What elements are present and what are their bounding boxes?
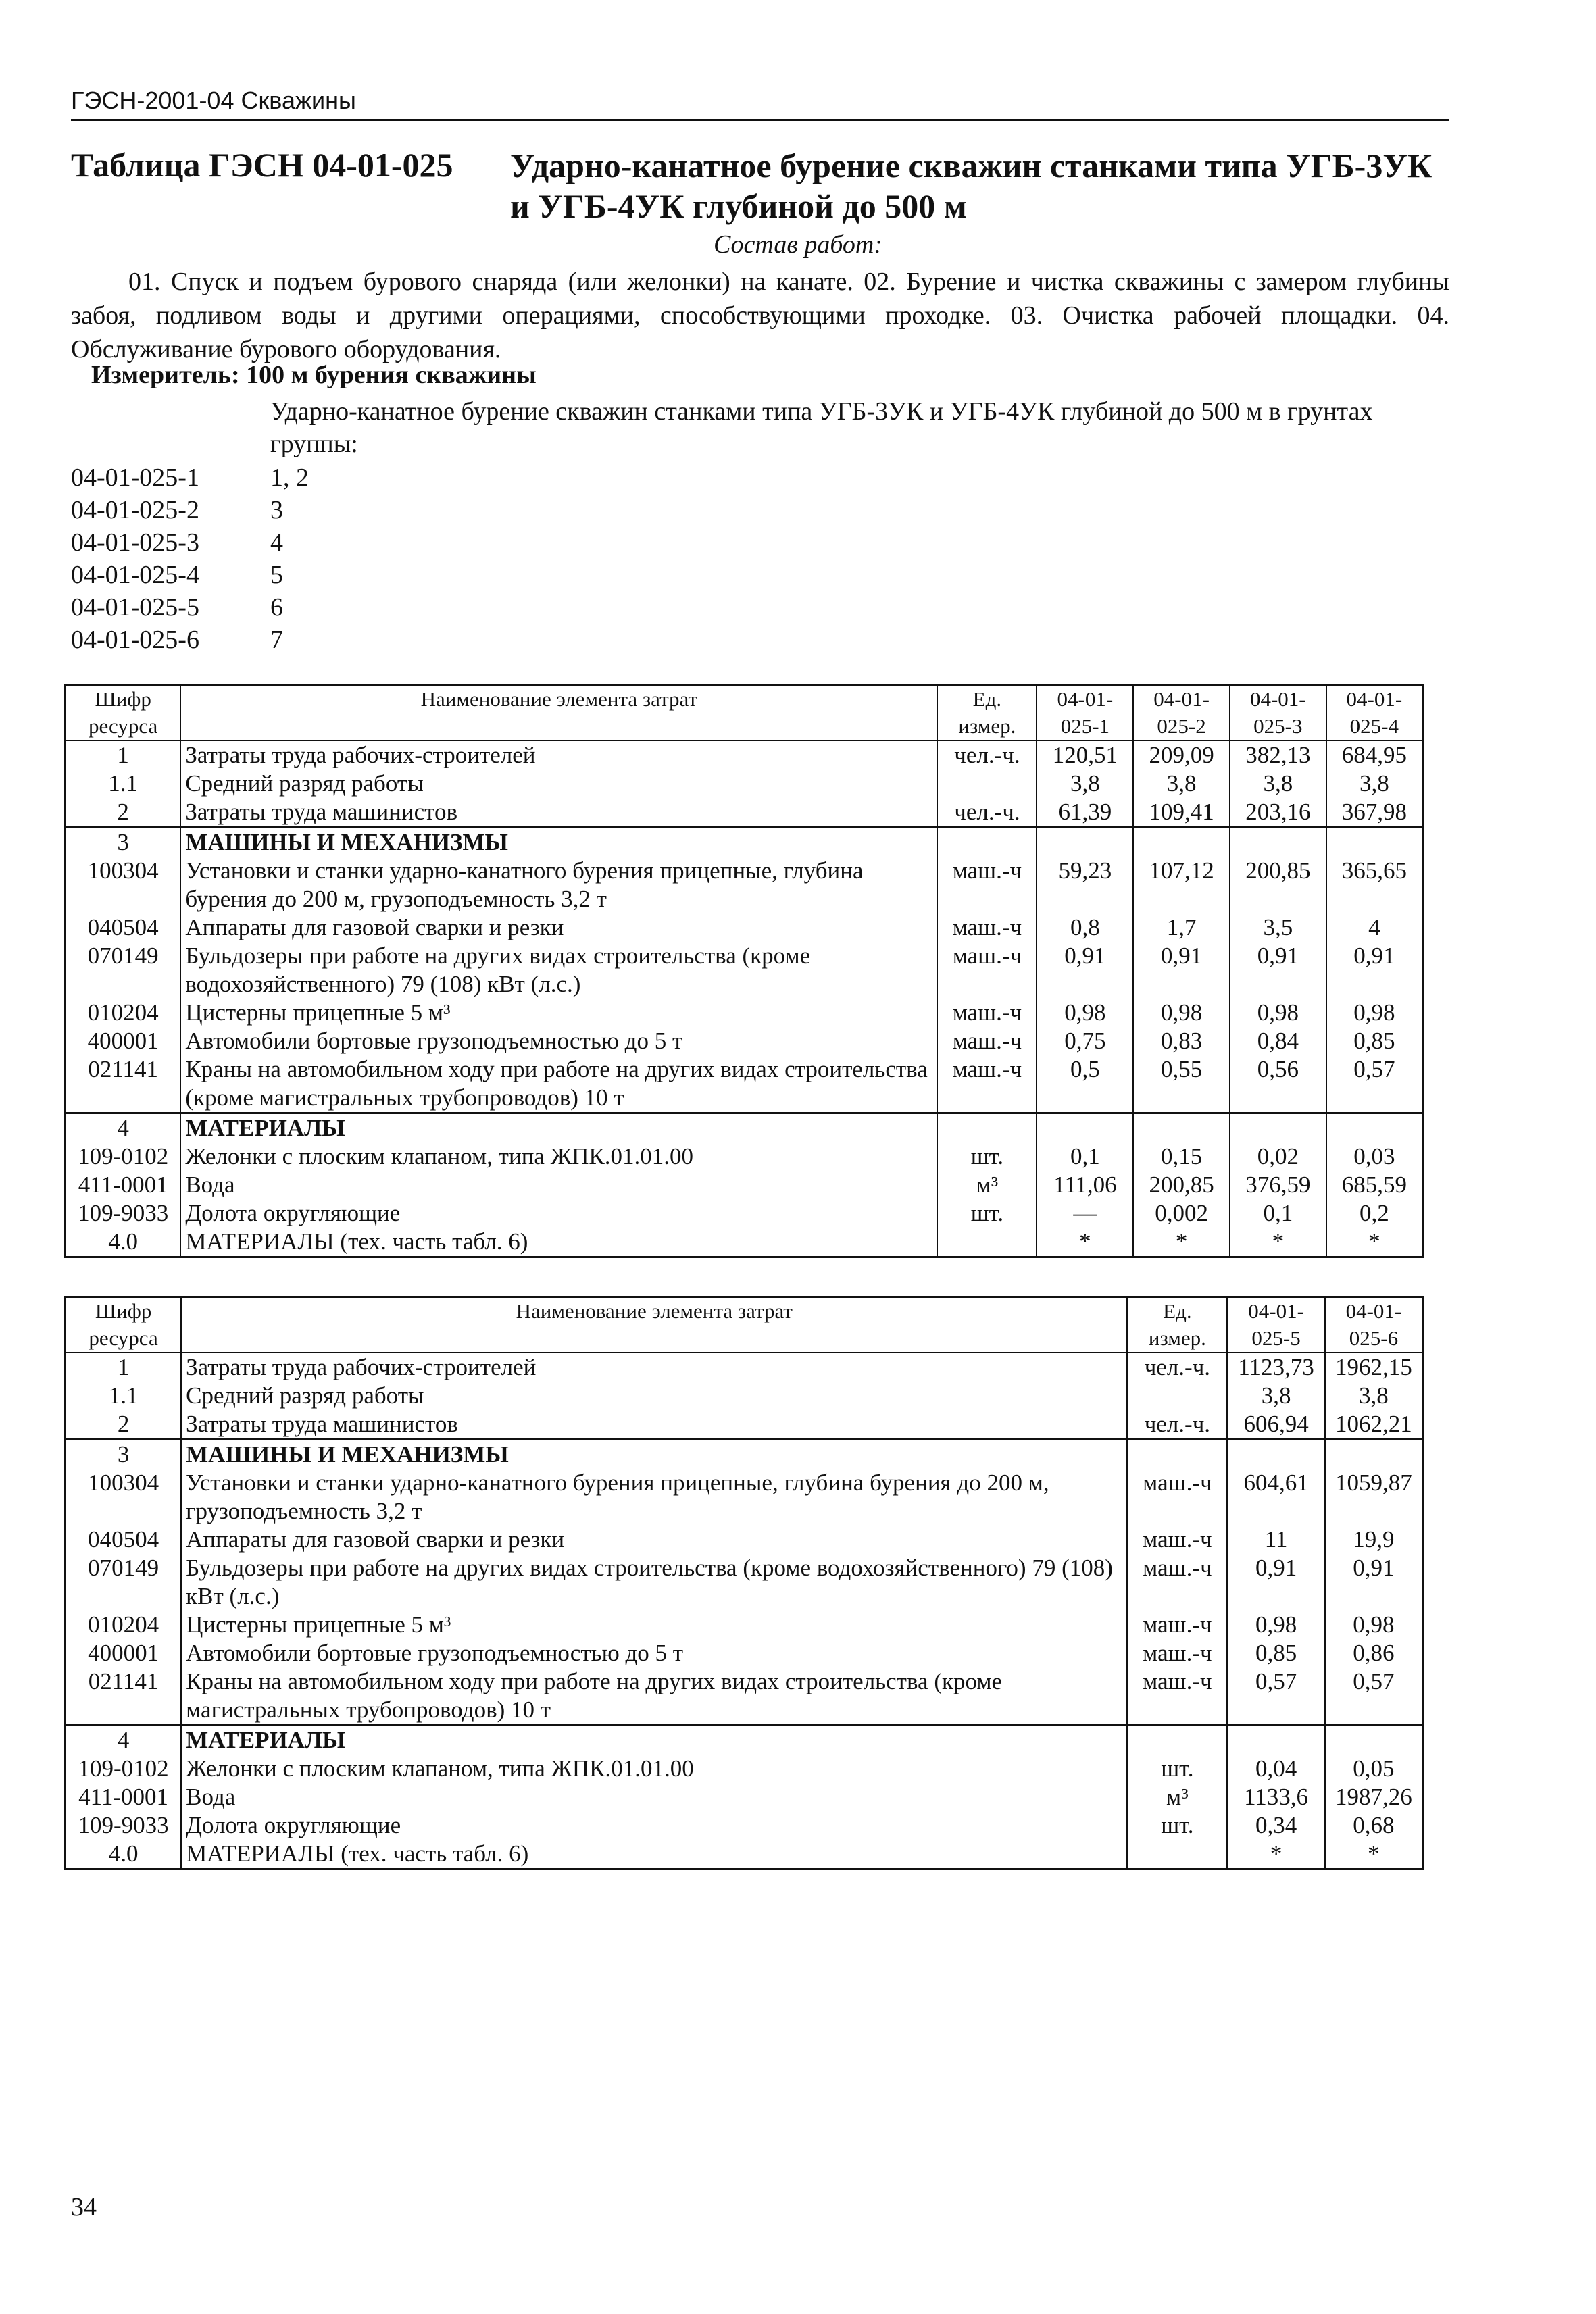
cost-element-name: Средний разряд работы	[180, 770, 937, 798]
unit-of-measure: м³	[937, 1171, 1037, 1199]
cost-element-name: Средний разряд работы	[181, 1382, 1127, 1410]
norm-value: 3,8	[1133, 770, 1230, 798]
norm-value	[1133, 1113, 1230, 1143]
norm-value: 111,06	[1037, 1171, 1133, 1199]
table-row	[66, 1554, 1423, 1611]
running-head: ГЭСН-2001-04 Скважины	[71, 86, 1449, 121]
cost-element-name: Затраты труда рабочих-строителей	[180, 740, 937, 770]
norm-value: 0,57	[1325, 1667, 1423, 1726]
unit-of-measure: маш.-ч	[937, 999, 1037, 1027]
table-code: Таблица ГЭСН 04-01-025	[71, 146, 453, 184]
norm-value: 0,57	[1326, 1055, 1423, 1113]
cost-element-name: Аппараты для газовой сварки и резки	[180, 913, 937, 942]
norm-value: 0,57	[1227, 1667, 1324, 1726]
header-code: Шифр ресурса	[66, 1297, 182, 1353]
header-norm-col: 04-01-025-1	[1037, 685, 1133, 741]
norm-value: 0,91	[1037, 942, 1133, 999]
header-name: Наименование элемента затрат	[181, 1297, 1127, 1353]
norm-value: 604,61	[1227, 1469, 1324, 1526]
norm-value	[1230, 1113, 1326, 1143]
table-row	[66, 1840, 1423, 1869]
section-row	[66, 1113, 1423, 1143]
unit-of-measure	[937, 770, 1037, 798]
norm-value: 0,91	[1326, 942, 1423, 999]
norm-value: 1123,73	[1227, 1353, 1324, 1382]
resource-code: 411-0001	[66, 1171, 181, 1199]
table-row	[66, 1228, 1423, 1257]
norm-value: 0,98	[1227, 1611, 1324, 1639]
unit-of-measure: шт.	[937, 1142, 1037, 1171]
resource-code: 400001	[66, 1639, 182, 1667]
norm-code: 04-01-025-5	[71, 593, 199, 622]
unit-of-measure	[1127, 1382, 1227, 1410]
cost-element-name: Затраты труда рабочих-строителей	[181, 1353, 1127, 1382]
norm-value	[1325, 1440, 1423, 1469]
soil-group: 5	[270, 561, 283, 589]
soil-group: 4	[270, 528, 283, 557]
table-row	[66, 1611, 1423, 1639]
table-row	[66, 1410, 1423, 1440]
cost-element-name: Установки и станки ударно-канатного бурения прицепные, глубина бурения до 200 м, грузоподъемность 3,2 т	[181, 1469, 1127, 1526]
norm-value: 0,83	[1133, 1027, 1230, 1055]
table-row	[66, 1382, 1423, 1410]
norm-value: 367,98	[1326, 798, 1423, 828]
unit-of-measure: маш.-ч	[937, 913, 1037, 942]
norm-value: 0,02	[1230, 1142, 1326, 1171]
header-unit: Ед. измер.	[1127, 1297, 1227, 1353]
norm-value: 1,7	[1133, 913, 1230, 942]
table-row	[66, 1526, 1423, 1554]
unit-of-measure	[1127, 1440, 1227, 1469]
table-row	[66, 1027, 1423, 1055]
norm-value: 200,85	[1133, 1171, 1230, 1199]
resource-code: 4	[66, 1113, 181, 1143]
resource-code: 411-0001	[66, 1783, 182, 1811]
resource-code: 400001	[66, 1027, 181, 1055]
table-row	[66, 1783, 1423, 1811]
unit-of-measure: маш.-ч	[1127, 1469, 1227, 1526]
norm-code: 04-01-025-6	[71, 626, 199, 654]
norm-value: 365,65	[1326, 857, 1423, 913]
norm-value	[1326, 828, 1423, 857]
cost-element-name: МАТЕРИАЛЫ	[180, 1113, 937, 1143]
norm-value: 685,59	[1326, 1171, 1423, 1199]
norm-value: 0,68	[1325, 1811, 1423, 1840]
norm-code: 04-01-025-1	[71, 463, 199, 492]
table-row	[66, 1353, 1423, 1382]
resource-code: 010204	[66, 1611, 182, 1639]
norm-value: 200,85	[1230, 857, 1326, 913]
table-row	[66, 999, 1423, 1027]
soil-group: 1, 2	[270, 463, 309, 492]
table-name: Ударно-канатное бурение скважин станками типа УГБ-3УК и УГБ-4УК глубиной до 500 м	[510, 147, 1432, 225]
resource-code: 109-0102	[66, 1142, 181, 1171]
norm-value: 0,98	[1230, 999, 1326, 1027]
cost-element-name: МАТЕРИАЛЫ (тех. часть табл. 6)	[181, 1840, 1127, 1869]
unit-of-measure: шт.	[937, 1199, 1037, 1228]
header-name: Наименование элемента затрат	[180, 685, 937, 741]
soil-group: 6	[270, 593, 283, 622]
norm-value	[1326, 1113, 1423, 1143]
unit-of-measure	[1127, 1726, 1227, 1755]
norm-value: 0,98	[1325, 1611, 1423, 1639]
norm-value: 19,9	[1325, 1526, 1423, 1554]
resource-code: 4.0	[66, 1228, 181, 1257]
table-row	[66, 1811, 1423, 1840]
norm-value: 3,5	[1230, 913, 1326, 942]
resource-code: 4.0	[66, 1840, 182, 1869]
norm-value: 0,85	[1326, 1027, 1423, 1055]
cost-element-name: Автомобили бортовые грузоподъемностью до 5 т	[181, 1639, 1127, 1667]
unit-of-measure: чел.-ч.	[937, 798, 1037, 828]
resource-code: 100304	[66, 857, 181, 913]
cost-element-name: Автомобили бортовые грузоподъемностью до 5 т	[180, 1027, 937, 1055]
table-row	[66, 740, 1423, 770]
cost-element-name: Затраты труда машинистов	[180, 798, 937, 828]
resource-code: 2	[66, 1410, 182, 1440]
cost-element-name: Вода	[180, 1171, 937, 1199]
norm-value: 376,59	[1230, 1171, 1326, 1199]
norm-value: 1062,21	[1325, 1410, 1423, 1440]
norm-value: 1059,87	[1325, 1469, 1423, 1526]
norm-code: 04-01-025-4	[71, 561, 199, 589]
norm-value: 11	[1227, 1526, 1324, 1554]
resource-code: 1.1	[66, 1382, 182, 1410]
table-row	[66, 798, 1423, 828]
header-norm-col: 04-01-025-5	[1227, 1297, 1324, 1353]
norm-value: 109,41	[1133, 798, 1230, 828]
cost-element-name: Желонки с плоским клапаном, типа ЖПК.01.01.00	[180, 1142, 937, 1171]
unit-of-measure: маш.-ч	[1127, 1639, 1227, 1667]
cost-element-name: Аппараты для газовой сварки и резки	[181, 1526, 1127, 1554]
resource-code: 070149	[66, 1554, 182, 1611]
cost-element-name: Долота округляющие	[181, 1811, 1127, 1840]
resource-code: 010204	[66, 999, 181, 1027]
resource-code: 1	[66, 1353, 182, 1382]
table-row	[66, 1055, 1423, 1113]
norm-code: 04-01-025-2	[71, 496, 199, 524]
section-row	[66, 1440, 1423, 1469]
norm-value: 0,91	[1325, 1554, 1423, 1611]
cost-element-name: Цистерны прицепные 5 м³	[180, 999, 937, 1027]
norm-value: 61,39	[1037, 798, 1133, 828]
norm-value: 59,23	[1037, 857, 1133, 913]
cost-element-name: Долота округляющие	[180, 1199, 937, 1228]
resource-code: 3	[66, 828, 181, 857]
resource-code: 4	[66, 1726, 182, 1755]
norm-value: 3,8	[1227, 1382, 1324, 1410]
header-norm-col: 04-01-025-3	[1230, 685, 1326, 741]
norm-value: 0,85	[1227, 1639, 1324, 1667]
unit-of-measure: м³	[1127, 1783, 1227, 1811]
norm-value: 0,05	[1325, 1755, 1423, 1783]
norm-value: 0,91	[1133, 942, 1230, 999]
unit-of-measure: маш.-ч	[1127, 1667, 1227, 1726]
norm-value: 0,04	[1227, 1755, 1324, 1783]
resource-code: 040504	[66, 913, 181, 942]
header-code: Шифр ресурса	[66, 685, 181, 741]
work-composition-text: 01. Спуск и подъем бурового снаряда (или желонки) на канате. 02. Бурение и чистка скважины с замером глубины забоя, подливом воды и другими операциями, способствующими проходке. 03. Очистка рабочей площадки. 04. Обслуживание бурового оборудования.	[71, 268, 1449, 363]
resource-code: 2	[66, 798, 181, 828]
cost-element-name: Желонки с плоским клапаном, типа ЖПК.01.01.00	[181, 1755, 1127, 1783]
unit-of-measure: маш.-ч	[937, 857, 1037, 913]
norm-value: 0,002	[1133, 1199, 1230, 1228]
unit-of-measure	[937, 1228, 1037, 1257]
resource-code: 040504	[66, 1526, 182, 1554]
section-row	[66, 828, 1423, 857]
table-row	[66, 1755, 1423, 1783]
resource-code: 021141	[66, 1055, 181, 1113]
table-row	[66, 1199, 1423, 1228]
norm-value: *	[1326, 1228, 1423, 1257]
norm-value: 0,03	[1326, 1142, 1423, 1171]
norm-value: *	[1133, 1228, 1230, 1257]
norm-value	[1133, 828, 1230, 857]
norm-value: 0,75	[1037, 1027, 1133, 1055]
table-row	[66, 942, 1423, 999]
unit-of-measure: маш.-ч	[937, 1027, 1037, 1055]
resource-code: 109-9033	[66, 1811, 182, 1840]
norm-value	[1037, 1113, 1133, 1143]
norm-value: 684,95	[1326, 740, 1423, 770]
resource-table-2	[64, 1296, 1424, 1870]
table-row	[66, 770, 1423, 798]
norm-value: 0,8	[1037, 913, 1133, 942]
table-row	[66, 913, 1423, 942]
norm-value: 0,55	[1133, 1055, 1230, 1113]
norm-value: 0,15	[1133, 1142, 1230, 1171]
norm-value: 0,91	[1230, 942, 1326, 999]
resource-code: 070149	[66, 942, 181, 999]
norm-value: 606,94	[1227, 1410, 1324, 1440]
unit-of-measure: маш.-ч	[1127, 1554, 1227, 1611]
header-norm-col: 04-01-025-4	[1326, 685, 1423, 741]
norm-value	[1325, 1726, 1423, 1755]
resource-table-1	[64, 684, 1424, 1258]
unit-of-measure: чел.-ч.	[1127, 1410, 1227, 1440]
cost-element-name: Краны на автомобильном ходу при работе на других видах строительства (кроме магистральных трубопроводов) 10 т	[180, 1055, 937, 1113]
header-norm-col: 04-01-025-2	[1133, 685, 1230, 741]
resource-code: 021141	[66, 1667, 182, 1726]
header-unit: Ед. измер.	[937, 685, 1037, 741]
cost-element-name: Краны на автомобильном ходу при работе на других видах строительства (кроме магистральных трубопроводов) 10 т	[181, 1667, 1127, 1726]
unit-of-measure	[1127, 1840, 1227, 1869]
table-row	[66, 1469, 1423, 1526]
cost-element-name: МАТЕРИАЛЫ (тех. часть табл. 6)	[180, 1228, 937, 1257]
resource-code: 100304	[66, 1469, 182, 1526]
cost-element-name: МАШИНЫ И МЕХАНИЗМЫ	[181, 1440, 1127, 1469]
norm-code: 04-01-025-3	[71, 528, 199, 557]
resource-code: 109-9033	[66, 1199, 181, 1228]
norm-value: *	[1230, 1228, 1326, 1257]
unit-of-measure: шт.	[1127, 1755, 1227, 1783]
norm-value: 0,98	[1133, 999, 1230, 1027]
unit-of-measure: шт.	[1127, 1811, 1227, 1840]
cost-element-name: Цистерны прицепные 5 м³	[181, 1611, 1127, 1639]
norm-value: *	[1037, 1228, 1133, 1257]
section-row	[66, 1726, 1423, 1755]
norm-value: 3,8	[1230, 770, 1326, 798]
norm-value: 0,1	[1230, 1199, 1326, 1228]
table-body	[66, 1353, 1423, 1869]
norm-value: 0,5	[1037, 1055, 1133, 1113]
cost-element-name: МАШИНЫ И МЕХАНИЗМЫ	[180, 828, 937, 857]
norm-value: 0,34	[1227, 1811, 1324, 1840]
norm-value: 1987,26	[1325, 1783, 1423, 1811]
norm-value: 0,2	[1326, 1199, 1423, 1228]
norm-value: 1962,15	[1325, 1353, 1423, 1382]
unit-of-measure: чел.-ч.	[1127, 1353, 1227, 1382]
norm-value: 0,1	[1037, 1142, 1133, 1171]
table-body	[66, 740, 1423, 1257]
norm-value: 0,98	[1326, 999, 1423, 1027]
norm-value	[1227, 1440, 1324, 1469]
table-row	[66, 1667, 1423, 1726]
unit-of-measure	[937, 828, 1037, 857]
unit-of-measure: маш.-ч	[937, 1055, 1037, 1113]
table-header-row	[66, 1297, 1423, 1353]
norm-value: 0,84	[1230, 1027, 1326, 1055]
unit-of-measure: чел.-ч.	[937, 740, 1037, 770]
unit-of-measure	[937, 1113, 1037, 1143]
cost-element-name: Бульдозеры при работе на других видах строительства (кроме водохозяйственного) 79 (108) кВт (л.с.)	[180, 942, 937, 999]
norm-value	[1230, 828, 1326, 857]
norm-value	[1227, 1726, 1324, 1755]
norm-value: 203,16	[1230, 798, 1326, 828]
norm-value: 0,98	[1037, 999, 1133, 1027]
resource-code: 3	[66, 1440, 182, 1469]
norm-value: 0,91	[1227, 1554, 1324, 1611]
norm-value: 0,86	[1325, 1639, 1423, 1667]
table-row	[66, 1639, 1423, 1667]
norm-value: 209,09	[1133, 740, 1230, 770]
norm-value	[1037, 828, 1133, 857]
norm-value: 4	[1326, 913, 1423, 942]
resource-code: 1	[66, 740, 181, 770]
work-composition-heading: Состав работ:	[713, 230, 883, 259]
cost-element-name: Бульдозеры при работе на других видах строительства (кроме водохозяйственного) 79 (108) кВт (л.с.)	[181, 1554, 1127, 1611]
soil-group: 7	[270, 626, 283, 654]
cost-element-name: МАТЕРИАЛЫ	[181, 1726, 1127, 1755]
norm-value: 107,12	[1133, 857, 1230, 913]
unit-of-measure: маш.-ч	[1127, 1611, 1227, 1639]
norm-value: 382,13	[1230, 740, 1326, 770]
resource-code: 109-0102	[66, 1755, 182, 1783]
soil-groups-intro: Ударно-канатное бурение скважин станками типа УГБ-3УК и УГБ-4УК глубиной до 500 м в грунтах группы:	[270, 397, 1373, 458]
norm-value: 120,51	[1037, 740, 1133, 770]
norm-value: 0,56	[1230, 1055, 1326, 1113]
unit-of-measure: маш.-ч	[1127, 1526, 1227, 1554]
norm-value: 3,8	[1037, 770, 1133, 798]
norm-value: —	[1037, 1199, 1133, 1228]
resource-code: 1.1	[66, 770, 181, 798]
page-number: 34	[71, 2193, 97, 2221]
header-norm-col: 04-01-025-6	[1325, 1297, 1423, 1353]
norm-value: *	[1325, 1840, 1423, 1869]
table-header-row	[66, 685, 1423, 741]
norm-value: 3,8	[1325, 1382, 1423, 1410]
table-row	[66, 857, 1423, 913]
measurement-unit: Измеритель: 100 м бурения скважины	[91, 361, 537, 389]
norm-value: 3,8	[1326, 770, 1423, 798]
cost-element-name: Затраты труда машинистов	[181, 1410, 1127, 1440]
soil-group: 3	[270, 496, 283, 524]
norm-value: 1133,6	[1227, 1783, 1324, 1811]
norm-value: *	[1227, 1840, 1324, 1869]
table-row	[66, 1171, 1423, 1199]
cost-element-name: Вода	[181, 1783, 1127, 1811]
unit-of-measure: маш.-ч	[937, 942, 1037, 999]
table-row	[66, 1142, 1423, 1171]
cost-element-name: Установки и станки ударно-канатного бурения прицепные, глубина бурения до 200 м, грузоподъемность 3,2 т	[180, 857, 937, 913]
